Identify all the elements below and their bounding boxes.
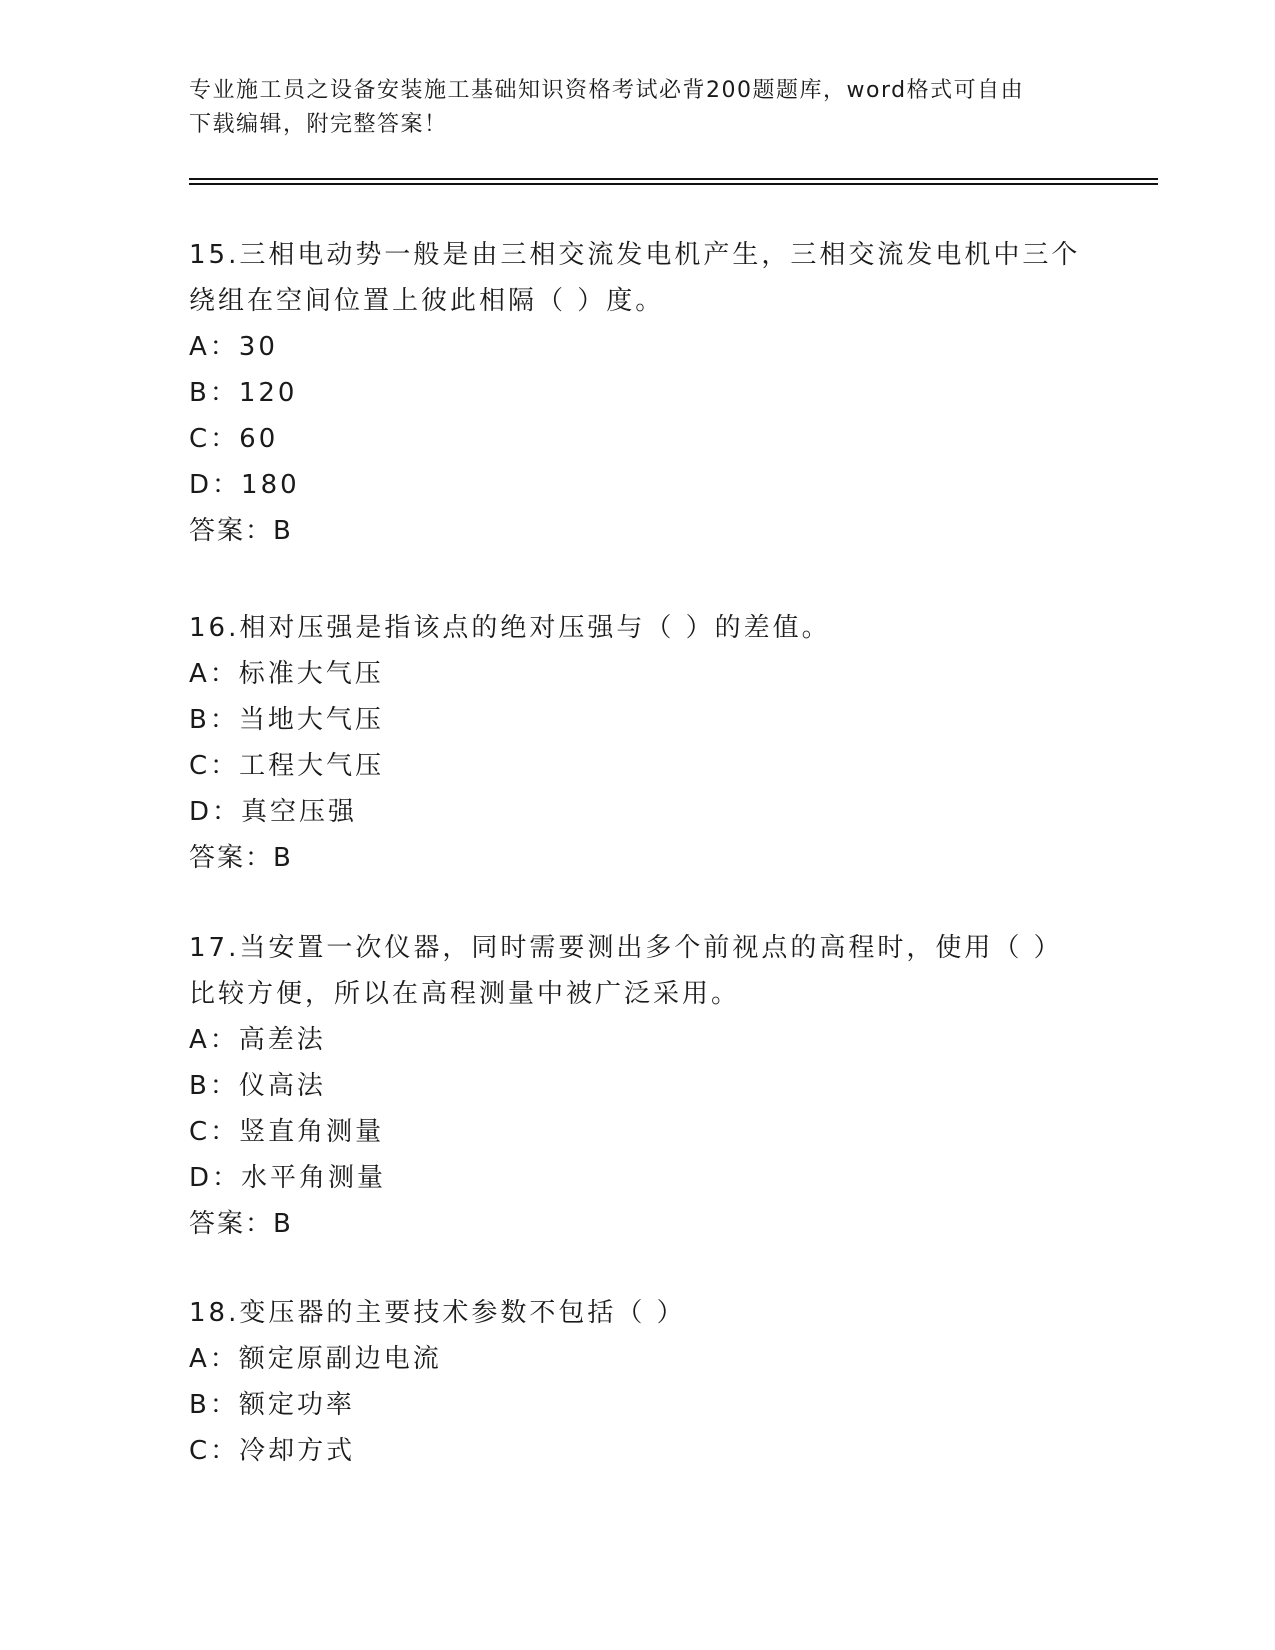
option-b: B：当地大气压: [189, 705, 384, 735]
header-divider-bottom: [189, 183, 1158, 185]
option-b: B：仪高法: [189, 1071, 326, 1101]
option-a: A：高差法: [189, 1025, 326, 1055]
answer-line: 答案：B: [189, 843, 293, 873]
question-16: [189, 605, 1089, 881]
question-stem-line: 15.三相电动势一般是由三相交流发电机产生，三相交流发电机中三个: [189, 240, 1081, 270]
option-a: A：标准大气压: [189, 659, 384, 689]
option-a: A：30: [189, 332, 278, 362]
question-stem-line: 18.变压器的主要技术参数不包括（ ）: [189, 1298, 686, 1328]
question-stem-line: 16.相对压强是指该点的绝对压强与（ ）的差值。: [189, 613, 831, 643]
option-c: C：冷却方式: [189, 1436, 356, 1466]
option-c: C：工程大气压: [189, 751, 385, 781]
answer-line: 答案：B: [189, 516, 293, 546]
document-header: [189, 74, 1089, 142]
option-b: B：120: [189, 378, 298, 408]
header-line-1: 专业施工员之设备安装施工基础知识资格考试必背200题题库，word格式可自由: [189, 78, 1025, 103]
option-c: C：60: [189, 424, 279, 454]
header-line-2: 下载编辑，附完整答案！: [189, 112, 448, 137]
option-d: D：真空压强: [189, 797, 358, 827]
option-a: A：额定原副边电流: [189, 1344, 442, 1374]
question-stem-line: 17.当安置一次仪器，同时需要测出多个前视点的高程时，使用（ ）: [189, 933, 1063, 963]
question-18: [189, 1290, 1089, 1474]
header-divider-top: [189, 178, 1158, 180]
answer-line: 答案：B: [189, 1209, 293, 1239]
option-d: D：水平角测量: [189, 1163, 387, 1193]
question-stem-line: 绕组在空间位置上彼此相隔（ ）度。: [189, 286, 665, 316]
question-15: [189, 232, 1089, 554]
question-17: [189, 925, 1089, 1247]
option-b: B：额定功率: [189, 1390, 355, 1420]
option-d: D：180: [189, 470, 300, 500]
question-stem-line: 比较方便，所以在高程测量中被广泛采用。: [189, 979, 741, 1009]
option-c: C：竖直角测量: [189, 1117, 385, 1147]
